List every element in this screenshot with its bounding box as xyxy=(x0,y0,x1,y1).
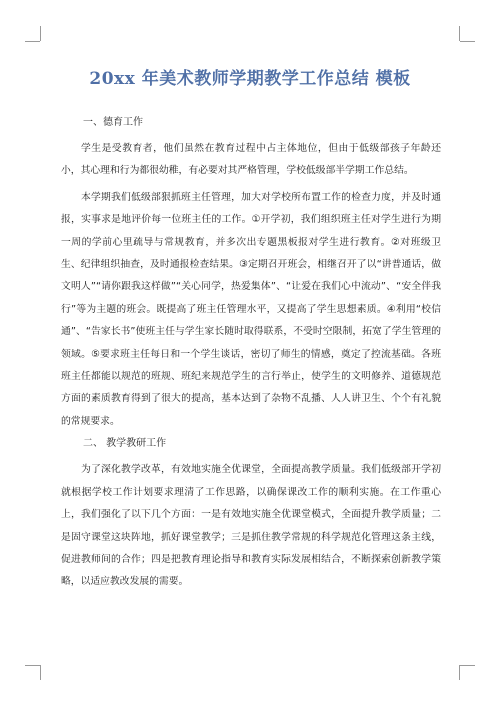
crop-mark-top-left xyxy=(25,41,40,42)
section-heading-moral: 一、德育工作 xyxy=(83,117,143,128)
crop-mark-bottom-left xyxy=(25,665,40,666)
document-body xyxy=(61,116,441,594)
paragraph: 为了深化教学改革，有效地实施全优课堂，全面提高教学质量。我们低级部开学初就根据学校工作计划要求理清了工作思路，以确保课改工作的顺利实施。在工作重心上，我们强化了以下几个方面：一是有效地实施全优课堂模式，全面提升教学质量；二是固守课堂这块阵地，抓好课堂教学；三是抓住教学常规的科学规范化管理这条主线，促进教师间的合作；四是把教育理论指导和教育实际发展相结合，不断探索创新教学策略，以适应教改发展的需要。 xyxy=(61,464,441,588)
section-heading-teaching: 二、 教学教研工作 xyxy=(83,438,167,450)
crop-mark-top-right xyxy=(460,41,475,42)
crop-mark-bottom-right xyxy=(459,665,460,680)
crop-mark-bottom-right xyxy=(460,665,475,666)
crop-mark-top-left xyxy=(40,26,41,41)
paragraph: 学生是受教育者，他们虽然在教育过程中占主体地位，但由于低级部孩子年龄还小，其心理和行为都很幼稚，有必要对其严格管理，学校低级部半学期工作总结。 xyxy=(61,143,441,177)
paragraph: 本学期我们低级部狠抓班主任管理，加大对学校所布置工作的检查力度，并及时通报，实事求是地评价每一位班主任的工作。①开学初，我们组织班主任对学生进行为期一周的学前心里疏导与常规教育，并多次出专题黑板报对学生进行教育。②对班级卫生、纪律组织抽查，及时通报检查结果。③定期召开班会，相继召开了以“讲普通话，做文明人”“请你跟我这样做”“关心同学，热爱集体”、“让爱在我们心中流动”、“安全伴我行”等为主题的班会。既提高了班主任管理水平，又提高了学生思想素质。④利用“校信通”、“告家长书”使班主任与学生家长随时取得联系，不受时空限制，拓宽了学生管理的领域。⑤要求班主任每日和一个学生谈话，密切了师生的情感，奠定了控流基础。各班班主任都能以规范的班规、班纪来规范学生的言行举止，使学生的文明修养、道德规范方面的素质教育得到了很大的提高，基本达到了杂物不乱播、人人讲卫生、个个有礼貌的常规要求。 xyxy=(61,191,441,427)
document-title: 20xx 年美术教师学期教学工作总结 模板 xyxy=(89,69,411,89)
crop-mark-bottom-left xyxy=(40,665,41,680)
crop-mark-top-right xyxy=(459,26,460,41)
